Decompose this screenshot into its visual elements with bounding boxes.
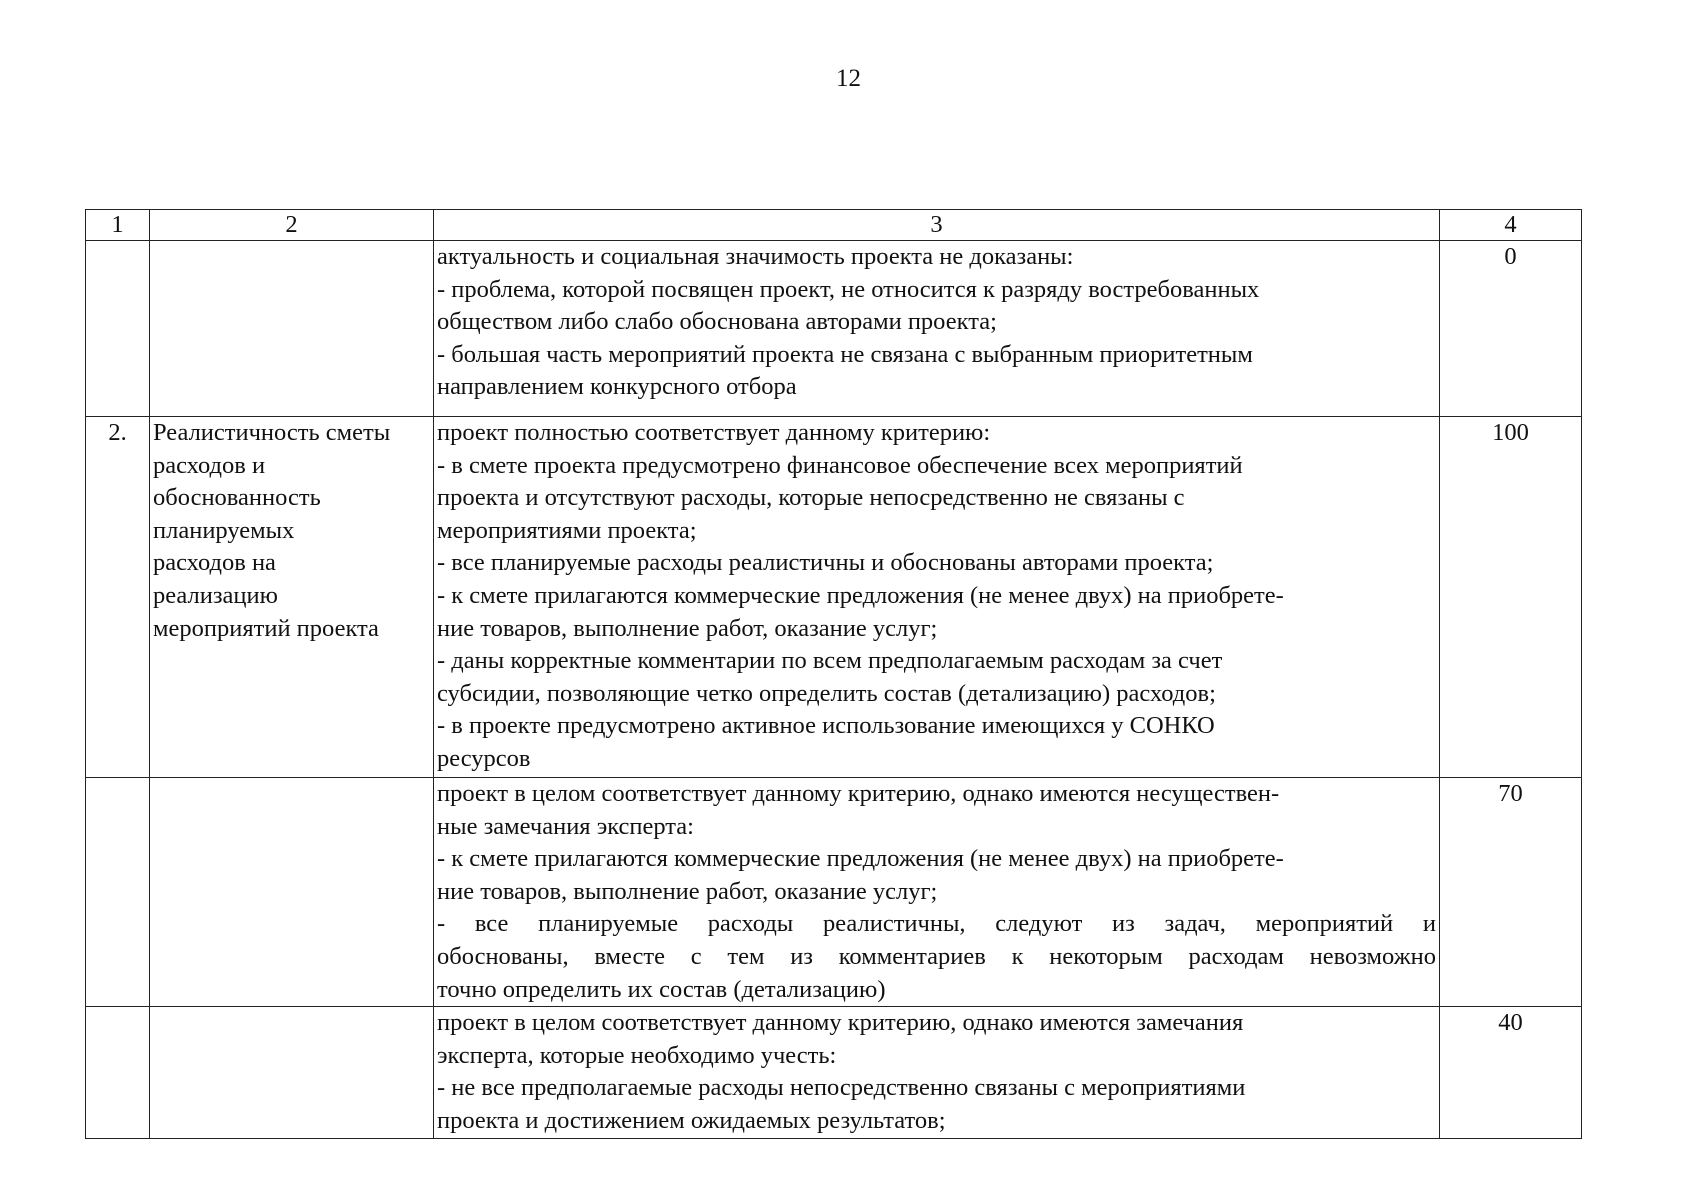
- description-line: эксперта, которые необходимо учесть:: [437, 1041, 837, 1069]
- description-line: мероприятиями проекта;: [437, 516, 697, 544]
- description-line: - к смете прилагаются коммерческие предложения (не менее двух) на приобрете-: [437, 845, 1284, 873]
- description-line: обществом либо слабо обоснована авторами проекта;: [437, 308, 997, 336]
- row-number: [86, 1007, 150, 1139]
- score-cell: 100: [1440, 417, 1582, 778]
- header-col-2: 2: [150, 210, 434, 241]
- row-number: [86, 778, 150, 1007]
- description-line: ние товаров, выполнение работ, оказание услуг;: [437, 877, 938, 905]
- description-cell: [434, 1007, 1440, 1139]
- criteria-table: [85, 209, 1582, 1139]
- criterion-line: расходов и: [153, 451, 266, 479]
- criterion-cell: [150, 1007, 434, 1139]
- score-cell: 70: [1440, 778, 1582, 1007]
- description-line: - все планируемые расходы реалистичны и обоснованы авторами проекта;: [437, 549, 1214, 577]
- description-cell: [434, 241, 1440, 417]
- page-number: 12: [836, 65, 861, 92]
- table-row: [86, 241, 1582, 417]
- description-line: - в смете проекта предусмотрено финансовое обеспечение всех мероприятий: [437, 451, 1243, 479]
- description-line: точно определить их состав (детализацию): [437, 975, 886, 1003]
- description-line: проекта и отсутствуют расходы, которые непосредственно не связаны с: [437, 484, 1185, 512]
- description-line: ные замечания эксперта:: [437, 812, 694, 840]
- description-line: проект в целом соответствует данному критерию, однако имеются замечания: [437, 1009, 1244, 1037]
- header-col-4: 4: [1440, 210, 1582, 241]
- description-line: - не все предполагаемые расходы непосредственно связаны с мероприятиями: [437, 1074, 1246, 1102]
- description-line: - даны корректные комментарии по всем предполагаемым расходам за счет: [437, 647, 1223, 675]
- description-line: проект полностью соответствует данному критерию:: [437, 419, 991, 446]
- description-line: ние товаров, выполнение работ, оказание услуг;: [437, 614, 938, 642]
- header-row: [86, 210, 1582, 241]
- row-number: [86, 241, 150, 417]
- criterion-line: обоснованность: [153, 484, 321, 512]
- criterion-line: реализацию: [153, 581, 278, 609]
- criterion-cell: [150, 778, 434, 1007]
- description-line: проекта и достижением ожидаемых результатов;: [437, 1106, 946, 1134]
- criterion-line: Реалистичность сметы: [153, 419, 391, 446]
- description-line: ресурсов: [437, 744, 531, 772]
- score-cell: 0: [1440, 241, 1582, 417]
- criterion-line: расходов на: [153, 549, 276, 577]
- description-line: - проблема, которой посвящен проект, не относится к разряду востребованных: [437, 275, 1260, 303]
- table-row: [86, 778, 1582, 1007]
- description-cell: [434, 778, 1440, 1007]
- row-number: 2.: [86, 417, 150, 778]
- score-cell: 40: [1440, 1007, 1582, 1139]
- header-col-1: 1: [86, 210, 150, 241]
- criterion-line: мероприятий проекта: [153, 614, 379, 642]
- description-line: - к смете прилагаются коммерческие предложения (не менее двух) на приобрете-: [437, 581, 1284, 609]
- header-col-3: 3: [434, 210, 1440, 241]
- description-line: - большая часть мероприятий проекта не связана с выбранным приоритетным: [437, 340, 1253, 368]
- criterion-cell: [150, 241, 434, 417]
- description-cell: [434, 417, 1440, 778]
- description-line: направлением конкурсного отбора: [437, 373, 797, 401]
- table-row: [86, 417, 1582, 778]
- criterion-line: планируемых: [153, 516, 295, 544]
- criterion-cell: [150, 417, 434, 778]
- description-line: обоснованы, вместе с тем из комментариев к некоторым расходам невозможно: [437, 942, 1436, 970]
- description-line: актуальность и социальная значимость проекта не доказаны:: [437, 243, 1074, 270]
- description-line: субсидии, позволяющие четко определить состав (детализацию) расходов;: [437, 679, 1216, 707]
- description-line: - в проекте предусмотрено активное использование имеющихся у СОНКО: [437, 712, 1215, 740]
- description-line: проект в целом соответствует данному критерию, однако имеются несуществен-: [437, 780, 1280, 807]
- table-row: [86, 1007, 1582, 1139]
- description-line: - все планируемые расходы реалистичны, следуют из задач, мероприятий и: [437, 910, 1436, 938]
